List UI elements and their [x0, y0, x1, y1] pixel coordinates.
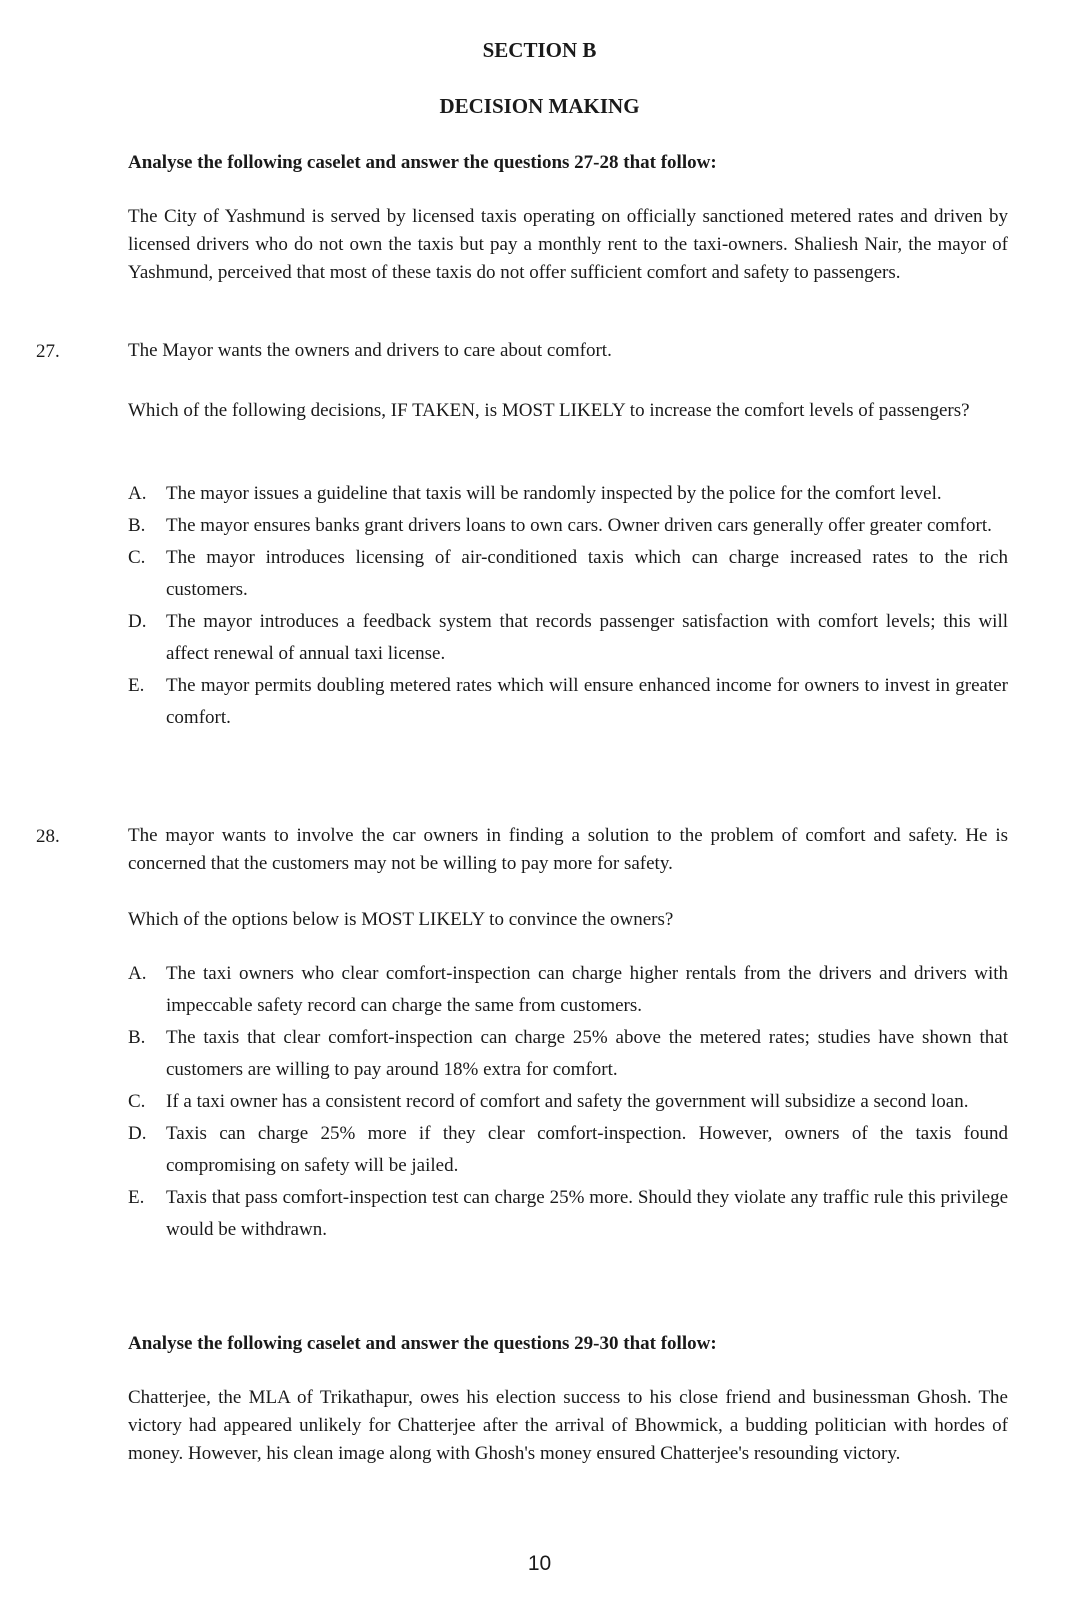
- option-27-d[interactable]: [128, 606, 1008, 670]
- option-text: The mayor introduces a feedback system that records passenger satisfaction with comfort levels; this will affect renewal of annual taxi license.: [166, 611, 1008, 664]
- page-number: 10: [527, 1552, 552, 1575]
- option-27-e[interactable]: [128, 670, 1008, 734]
- option-letter: A.: [128, 483, 147, 504]
- option-text: If a taxi owner has a consistent record of comfort and safety the government will subsidize a second loan.: [166, 1091, 969, 1112]
- option-text: Taxis can charge 25% more if they clear comfort-inspection. However, owners of the taxis found compromising on safety will be jailed.: [166, 1123, 1008, 1176]
- question-27-stem: The Mayor wants the owners and drivers to care about comfort.: [128, 340, 612, 361]
- option-28-a[interactable]: [128, 958, 1008, 1022]
- option-text: Taxis that pass comfort-inspection test can charge 25% more. Should they violate any traffic rule this privilege would be withdrawn.: [166, 1187, 1008, 1240]
- caselet-1-instruction: Analyse the following caselet and answer the questions 27-28 that follow:: [128, 152, 717, 173]
- option-letter: B.: [128, 1027, 146, 1048]
- option-letter: D.: [128, 1123, 147, 1144]
- option-27-a[interactable]: [128, 478, 1008, 510]
- caselet-1-text: The City of Yashmund is served by licensed taxis operating on officially sanctioned metered rates and driven by licensed drivers who do not own the taxis but pay a monthly rent to the taxi-owners. Shaliesh Nair, the mayor of Yashmund, perceived that most of these taxis do not offer sufficient comfort and safety to passengers.: [128, 206, 1008, 283]
- caselet-2-text: Chatterjee, the MLA of Trikathapur, owes his election success to his close friend and businessman Ghosh. The victory had appeared unlikely for Chatterjee after the arrival of Bhowmick, a budding politician with hordes of money. However, his clean image along with Ghosh's money ensured Chatterjee's resounding victory.: [128, 1387, 1008, 1464]
- option-28-b[interactable]: [128, 1022, 1008, 1086]
- option-letter: E.: [128, 1187, 145, 1208]
- option-letter: E.: [128, 675, 145, 696]
- option-text: The taxis that clear comfort-inspection can charge 25% above the metered rates; studies have shown that customers are willing to pay around 18% extra for comfort.: [166, 1027, 1008, 1080]
- question-27-options: [128, 478, 1008, 734]
- option-text: The taxi owners who clear comfort-inspection can charge higher rentals from the drivers and drivers with impeccable safety record can charge the same from customers.: [166, 963, 1008, 1016]
- option-letter: C.: [128, 547, 146, 568]
- option-text: The mayor issues a guideline that taxis will be randomly inspected by the police for the comfort level.: [166, 483, 942, 504]
- option-27-b[interactable]: [128, 510, 1008, 542]
- question-28-options: [128, 958, 1008, 1246]
- option-text: The mayor introduces licensing of air-conditioned taxis which can charge increased rates to the rich customers.: [166, 547, 1008, 600]
- question-27-number: 27.: [36, 341, 60, 362]
- question-28-stem: The mayor wants to involve the car owners in finding a solution to the problem of comfort and safety. He is concerned that the customers may not be willing to pay more for safety.: [128, 825, 1008, 874]
- subsection-heading: DECISION MAKING: [439, 94, 640, 118]
- option-letter: C.: [128, 1091, 146, 1112]
- option-28-e[interactable]: [128, 1182, 1008, 1246]
- option-28-c[interactable]: [128, 1086, 1008, 1118]
- option-letter: D.: [128, 611, 147, 632]
- option-letter: B.: [128, 515, 146, 536]
- question-28-prompt: Which of the options below is MOST LIKELY to convince the owners?: [128, 909, 674, 930]
- section-heading: SECTION B: [482, 38, 597, 62]
- question-27-prompt: Which of the following decisions, IF TAKEN, is MOST LIKELY to increase the comfort levels of passengers?: [128, 400, 970, 421]
- option-27-c[interactable]: [128, 542, 1008, 606]
- option-text: The mayor permits doubling metered rates which will ensure enhanced income for owners to invest in greater comfort.: [166, 675, 1008, 728]
- option-28-d[interactable]: [128, 1118, 1008, 1182]
- caselet-2-instruction: Analyse the following caselet and answer the questions 29-30 that follow:: [128, 1333, 717, 1354]
- option-letter: A.: [128, 963, 147, 984]
- option-text: The mayor ensures banks grant drivers loans to own cars. Owner driven cars generally offer greater comfort.: [166, 515, 992, 536]
- question-28-number: 28.: [36, 826, 60, 847]
